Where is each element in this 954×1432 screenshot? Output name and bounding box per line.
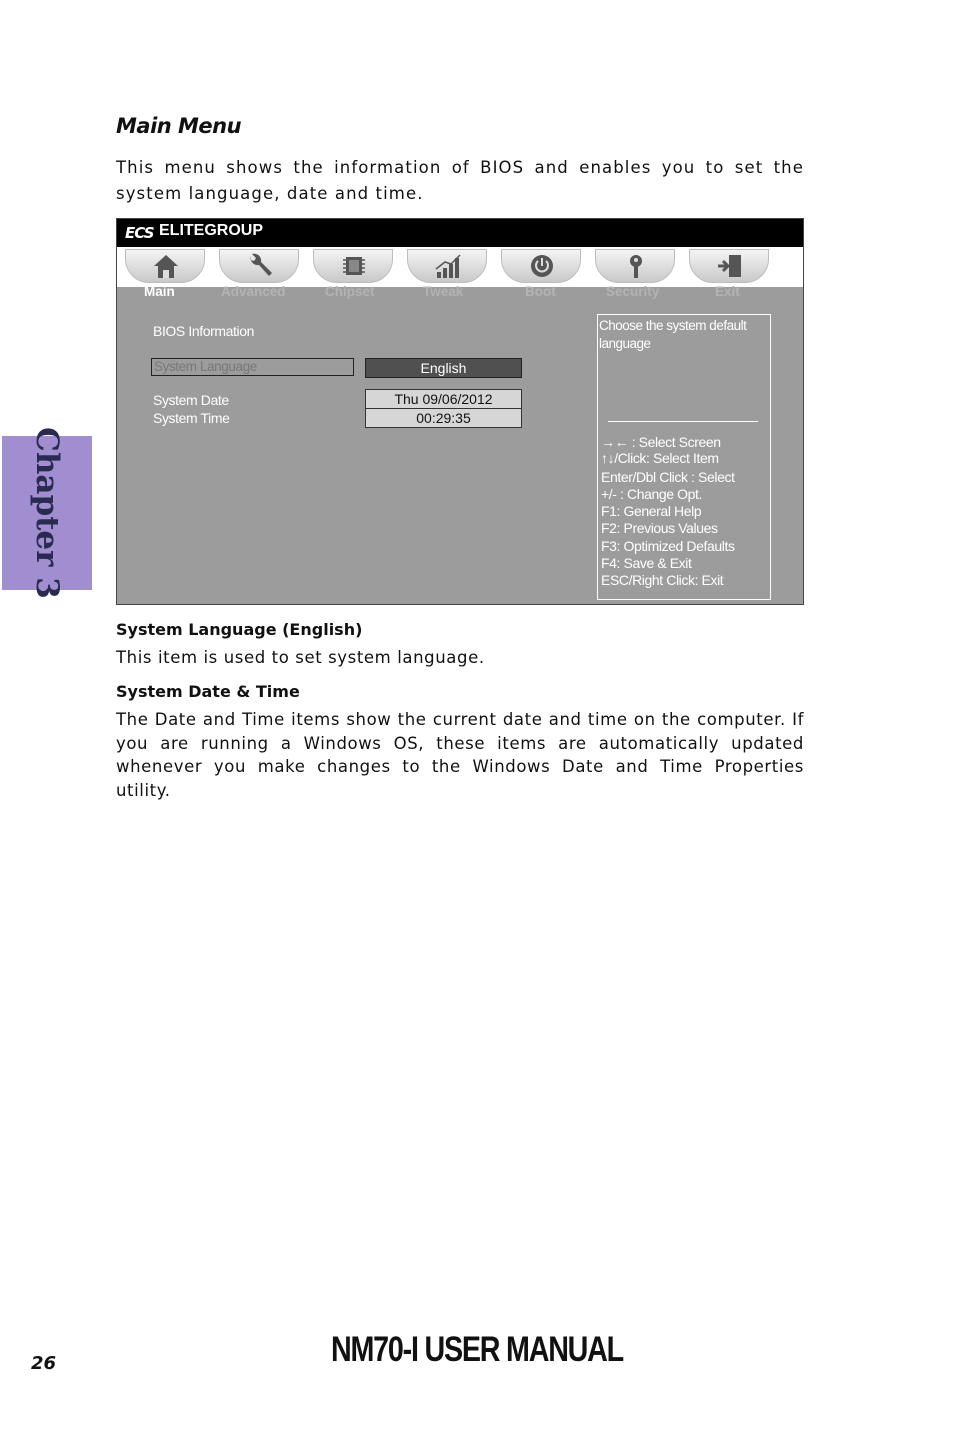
help-divider <box>608 421 758 422</box>
page-number: 26 <box>31 1353 57 1374</box>
key-hint: F3: Optimized Defaults <box>601 538 735 554</box>
brand-name: ELITEGROUP <box>159 222 264 239</box>
help-description: Choose the system default language <box>599 318 747 351</box>
key-hint: ESC/Right Click: Exit <box>601 572 724 588</box>
help-panel <box>597 314 771 600</box>
item-text-system-language: This item is used to set system language. <box>116 648 485 667</box>
chapter-label: Chapter 3 <box>29 427 65 599</box>
key-hint: F2: Previous Values <box>601 520 718 536</box>
section-title: Main Menu <box>116 114 242 138</box>
key-hint: F1: General Help <box>601 503 702 519</box>
section-intro: This menu shows the information of BIOS and enables you to set the system language, date and time. <box>116 158 804 203</box>
item-text-system-date-time: The Date and Time items show the current date and time on the computer. If you are running a Windows OS, these items are automatically updated whenever you make changes to the Windows Date and Time Properties utility. <box>116 710 804 800</box>
system-time-field[interactable]: 00:29:35 <box>365 408 522 428</box>
manual-title: NM70-I USER MANUAL <box>331 1330 623 1369</box>
key-icon[interactable] <box>595 249 675 283</box>
bios-tab-bar <box>117 247 803 287</box>
chip-icon[interactable] <box>313 249 393 283</box>
ecs-logo: ECS <box>125 224 154 242</box>
bios-information-label: BIOS Information <box>153 323 254 339</box>
item-heading-system-date-time: System Date & Time <box>116 682 300 701</box>
system-date-field[interactable]: Thu 09/06/2012 <box>365 389 522 409</box>
key-hint: ↑↓/Click: Select Item <box>601 450 719 466</box>
tab-main[interactable]: Main <box>144 284 175 299</box>
system-date-label: System Date <box>153 392 229 408</box>
bar-chart-icon[interactable] <box>407 249 487 283</box>
tab-tweak[interactable]: Tweak <box>423 284 464 299</box>
key-hint: →← : Select Screen <box>601 434 721 450</box>
bios-screen <box>116 218 804 605</box>
tab-chipset[interactable]: Chipset <box>325 284 375 299</box>
system-language-value[interactable]: English <box>365 358 522 378</box>
system-time-label: System Time <box>153 410 230 426</box>
system-language-row[interactable] <box>151 358 354 376</box>
tab-security[interactable]: Security <box>606 284 660 299</box>
system-language-label: System Language <box>154 359 257 374</box>
key-hint: Enter/Dbl Click : Select <box>601 469 735 485</box>
tab-exit[interactable]: Exit <box>715 284 740 299</box>
chapter-tab <box>2 427 92 599</box>
power-icon[interactable] <box>501 249 581 283</box>
key-hint: +/- : Change Opt. <box>601 486 702 502</box>
wrench-icon[interactable] <box>219 249 299 283</box>
tab-boot[interactable]: Boot <box>525 284 556 299</box>
exit-door-icon[interactable] <box>689 249 769 283</box>
home-icon[interactable] <box>125 249 205 283</box>
key-hint: F4: Save & Exit <box>601 555 692 571</box>
tab-advanced[interactable]: Advanced <box>221 284 286 299</box>
item-heading-system-language: System Language (English) <box>116 620 363 639</box>
bios-header <box>117 219 803 247</box>
